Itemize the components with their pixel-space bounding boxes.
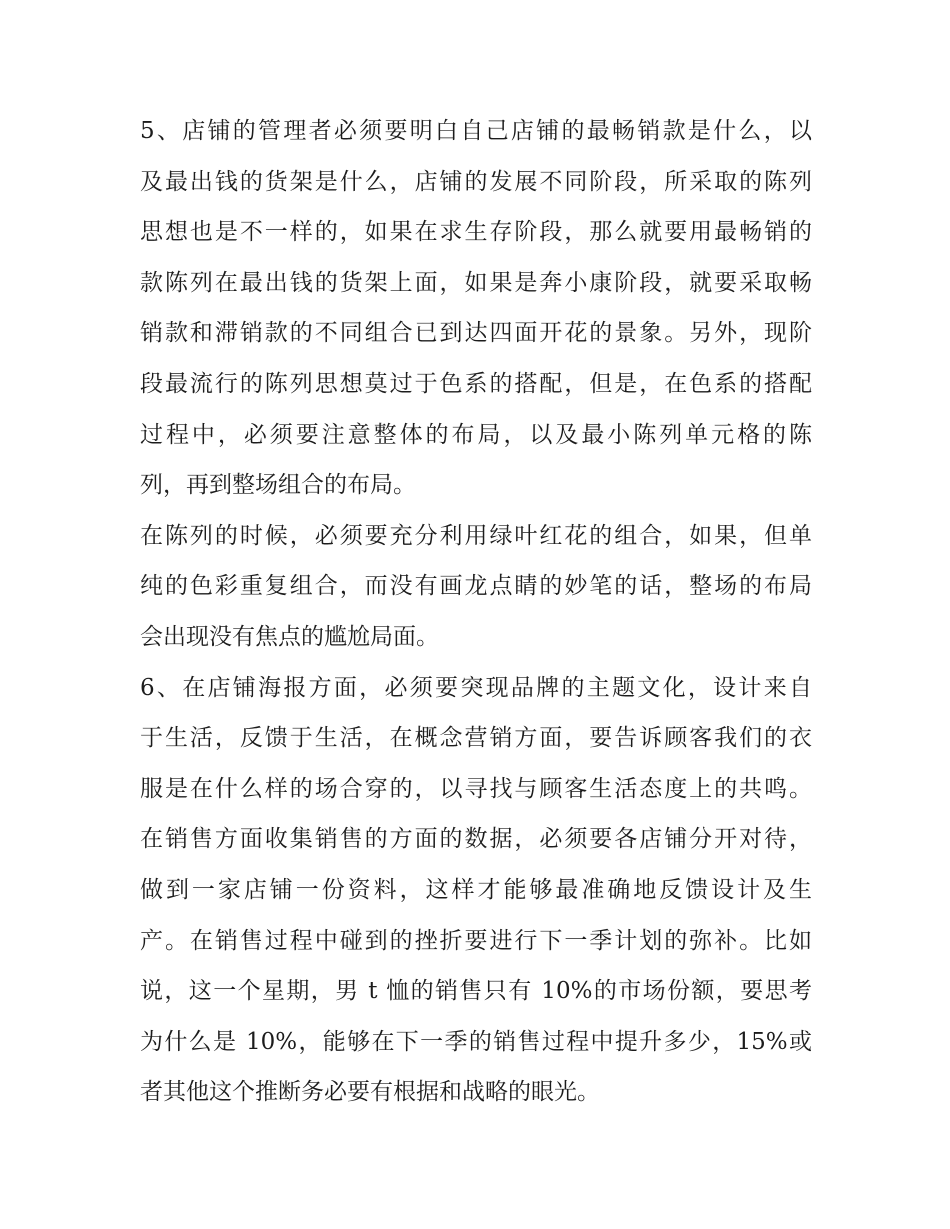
text-line: 销款和滞销款的不同组合已到达四面开花的景象。另外，现阶 (140, 320, 812, 347)
text-line: 在陈列的时候，必须要充分利用绿叶红花的组合，如果，但单 (140, 522, 812, 549)
text-line: 在销售方面收集销售的方面的数据，必须要各店铺分开对待， (140, 826, 812, 853)
text-line: 纯的色彩重复组合，而没有画龙点睛的妙笔的话，整场的布局 (140, 573, 812, 600)
text-line: 款陈列在最出钱的货架上面，如果是奔小康阶段，就要采取畅 (140, 269, 812, 296)
text-line: 于生活，反馈于生活，在概念营销方面，要告诉顾客我们的衣 (140, 725, 812, 752)
text-line: 者其他这个推断务必要有根据和战略的眼光。 (140, 1079, 600, 1106)
text-line: 做到一家店铺一份资料，这样才能够最准确地反馈设计及生 (140, 876, 812, 903)
text-line: 6、在店铺海报方面，必须要突现品牌的主题文化，设计来自 (140, 674, 812, 701)
text-line: 思想也是不一样的，如果在求生存阶段，那么就要用最畅销的 (140, 219, 812, 246)
text-line: 为什么是 10%，能够在下一季的销售过程中提升多少，15%或 (140, 1028, 812, 1055)
text-line: 列，再到整场组合的布局。 (140, 472, 416, 499)
text-line: 过程中，必须要注意整体的布局，以及最小陈列单元格的陈 (140, 421, 812, 448)
text-line: 说，这一个星期，男 t 恤的销售只有 10%的市场份额，要思考 (140, 978, 812, 1005)
text-line: 会出现没有焦点的尴尬局面。 (140, 623, 439, 650)
text-line: 产。在销售过程中碰到的挫折要进行下一季计划的弥补。比如 (140, 927, 812, 954)
text-line: 段最流行的陈列思想莫过于色系的搭配，但是，在色系的搭配 (140, 370, 812, 397)
document-body (140, 106, 812, 1118)
text-line: 服是在什么样的场合穿的，以寻找与顾客生活态度上的共鸣。 (140, 775, 812, 802)
text-line: 5、店铺的管理者必须要明白自己店铺的最畅销款是什么，以 (140, 118, 812, 144)
text-line: 及最出钱的货架是什么，店铺的发展不同阶段，所采取的陈列 (140, 168, 812, 195)
